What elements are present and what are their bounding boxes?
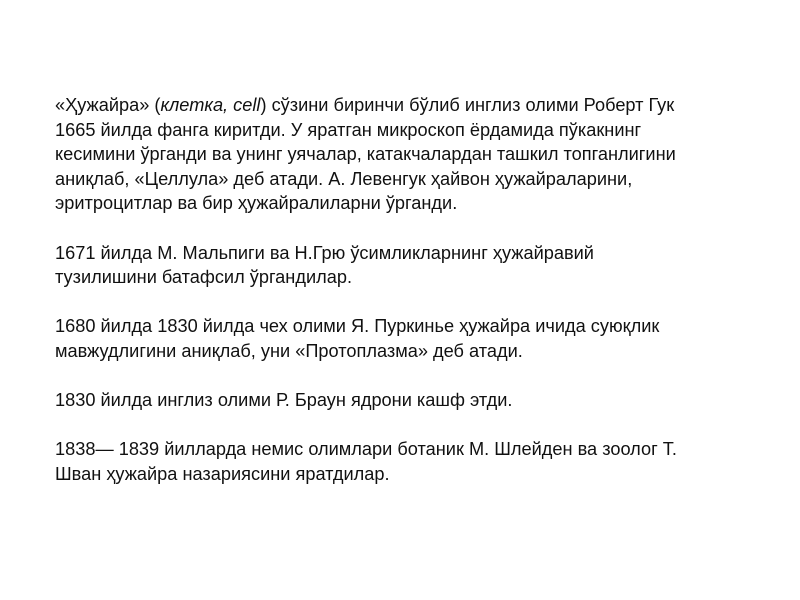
text-body <box>55 93 775 511</box>
text-fragment: ) сўзини биринчи бўлиб инглиз олими Роберт Гук <box>260 95 675 115</box>
text-line: 1665 йилда фанга киритди. У яратган микроскоп ёрдамида пўкакнинг <box>55 119 642 140</box>
text-line: аниқлаб, «Целлула» деб атади. А. Левенгук ҳайвон ҳужайраларини, <box>55 168 633 189</box>
paragraph-1838 <box>55 437 775 486</box>
text-line: 1671 йилда М. Мальпиги ва Н.Грю ўсимликларнинг ҳужайравий <box>55 242 594 263</box>
text-line <box>55 93 775 118</box>
italic-term: клетка, cell <box>160 95 261 115</box>
text-fragment: «Ҳужайра» ( <box>55 95 161 115</box>
text-line: Шван ҳужайра назариясини яратдилар. <box>55 463 390 484</box>
text-line: кесимини ўрганди ва унинг уячалар, катакчалардан ташкил топганлигини <box>55 144 676 165</box>
paragraph-cell-term-history <box>55 93 775 216</box>
text-line: 1830 йилда инглиз олими Р. Браун ядрони кашф этди. <box>55 390 513 411</box>
text-line: 1838— 1839 йилларда немис олимлари ботаник М. Шлейден ва зоолог Т. <box>55 439 677 460</box>
paragraph-1671 <box>55 241 775 290</box>
paragraph-1830 <box>55 388 775 413</box>
text-line: эритроцитлар ва бир ҳужайралиларни ўрганди. <box>55 193 458 214</box>
text-line: мавжудлигини аниқлаб, уни «Протоплазма» деб атади. <box>55 340 523 361</box>
paragraph-1680 <box>55 314 775 363</box>
text-line: тузилишини батафсил ўргандилар. <box>55 267 353 288</box>
text-line: 1680 йилда 1830 йилда чех олими Я. Пуркинье ҳужайра ичида суюқлик <box>55 316 660 337</box>
